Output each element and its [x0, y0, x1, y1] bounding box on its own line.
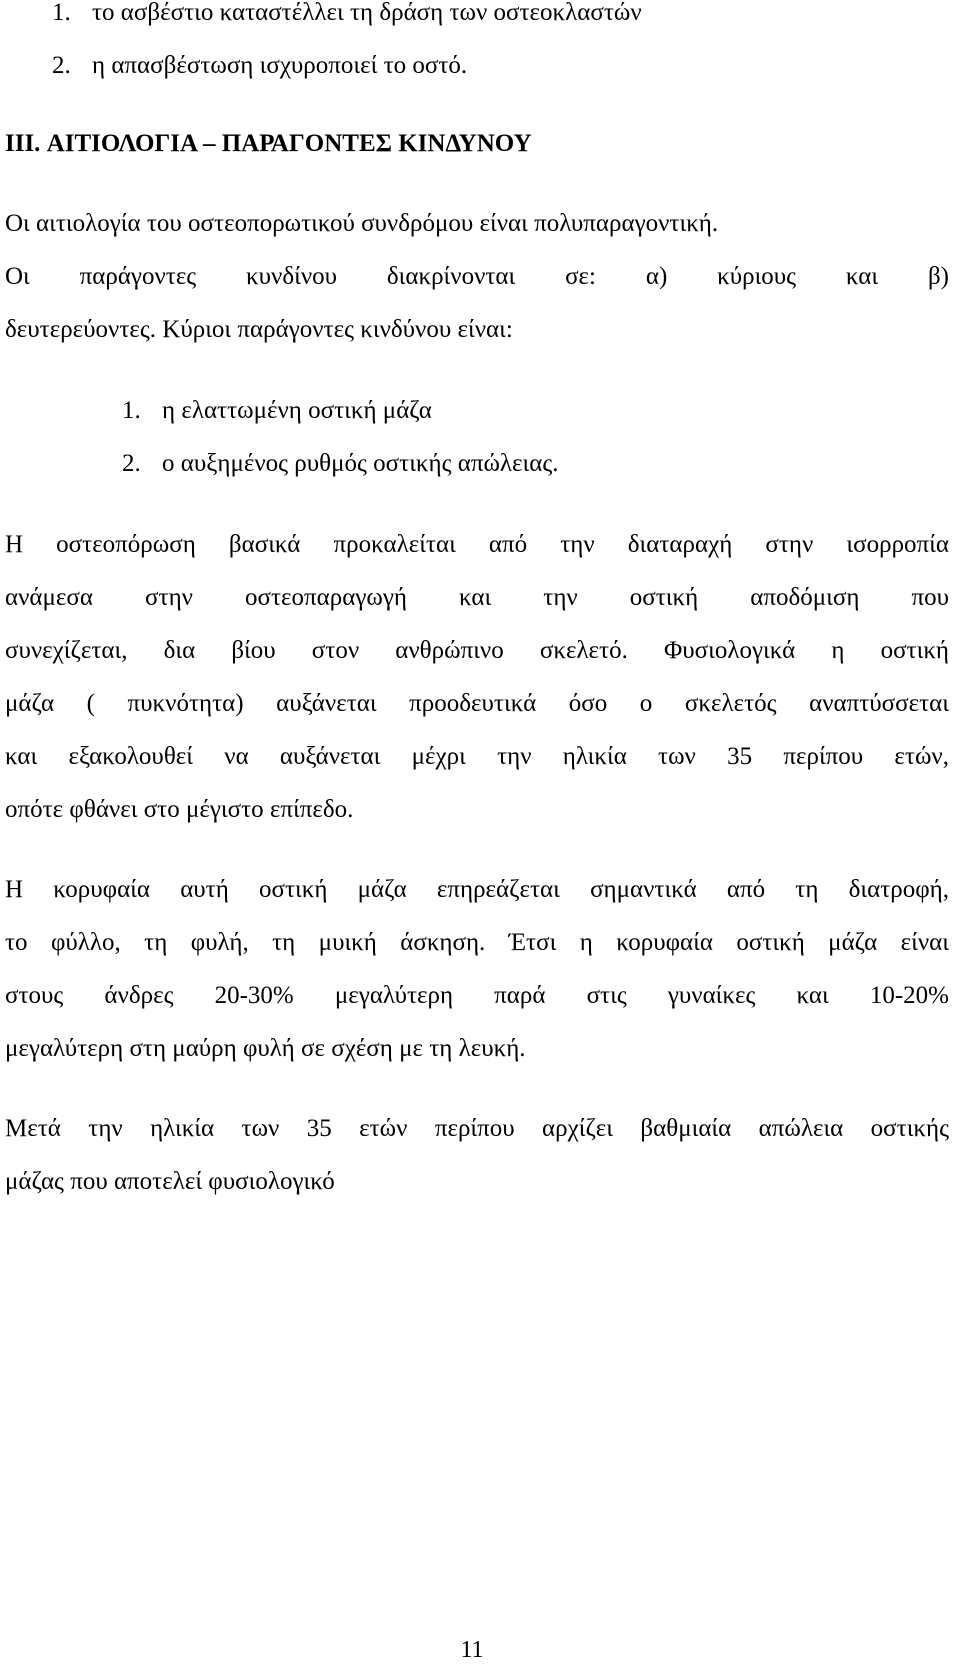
- paragraph-line: μεγαλύτερη στη μαύρη φυλή σε σχέση με τη λευκή.: [5, 1035, 526, 1062]
- page-number: 11: [460, 1637, 484, 1663]
- list-item: [122, 451, 559, 476]
- list-number: 2.: [52, 52, 71, 79]
- paragraph-line: ανάμεσα στην οστεοπαραγωγή και την οστική αποδόμιση που: [5, 584, 949, 611]
- list-number: 1.: [122, 397, 141, 424]
- list-item-text: το ασβέστιο καταστέλλει τη δράση των οστεοκλαστών: [92, 0, 642, 26]
- paragraph-line: οπότε φθάνει στο μέγιστο επίπεδο.: [5, 796, 354, 823]
- list-item-text: η απασβέστωση ισχυροποιεί το οστό.: [92, 52, 468, 79]
- paragraph-line: Η οστεοπόρωση βασικά προκαλείται από την διαταραχή στην ισορροπία: [5, 531, 949, 558]
- paragraph-line: μάζα ( πυκνότητα) αυξάνεται προοδευτικά όσο ο σκελετός αναπτύσσεται: [5, 690, 949, 717]
- paragraph-line: μάζας που αποτελεί φυσιολογικό: [5, 1168, 335, 1195]
- list-number: 1.: [52, 0, 71, 26]
- paragraph-line: Οι παράγοντες κυνδίνου διακρίνονται σε: α) κύριους και β): [5, 263, 949, 290]
- paragraph-line: Η κορυφαία αυτή οστική μάζα επηρεάζεται σημαντικά από τη διατροφή,: [5, 876, 949, 903]
- section-heading: III. ΑΙΤΙΟΛΟΓΙΑ – ΠΑΡΑΓΟΝΤΕΣ ΚΙΝΔΥΝΟΥ: [5, 130, 532, 157]
- list-item-text: ο αυξημένος ρυθμός οστικής απώλειας.: [162, 450, 559, 477]
- list-item: [122, 398, 432, 423]
- paragraph-line: συνεχίζεται, δια βίου στον ανθρώπινο σκελετό. Φυσιολογικά η οστική: [5, 637, 949, 664]
- list-item: [52, 53, 467, 78]
- paragraph-line: το φύλλο, τη φυλή, τη μυική άσκηση. Έτσι η κορυφαία οστική μάζα είναι: [5, 929, 949, 956]
- list-item-text: η ελαττωμένη οστική μάζα: [162, 397, 432, 424]
- list-number: 2.: [122, 450, 141, 477]
- paragraph-line: στους άνδρες 20-30% μεγαλύτερη παρά στις γυναίκες και 10-20%: [5, 982, 949, 1009]
- list-item: [52, 0, 642, 25]
- paragraph-line: δευτερεύοντες. Κύριοι παράγοντες κινδύνου είναι:: [5, 316, 513, 343]
- paragraph-line: Μετά την ηλικία των 35 ετών περίπου αρχίζει βαθμιαία απώλεια οστικής: [5, 1115, 949, 1142]
- paragraph-line: και εξακολουθεί να αυξάνεται μέχρι την ηλικία των 35 περίπου ετών,: [5, 743, 949, 770]
- paragraph-line: Οι αιτιολογία του οστεοπορωτικού συνδρόμου είναι πολυπαραγοντική.: [5, 210, 719, 237]
